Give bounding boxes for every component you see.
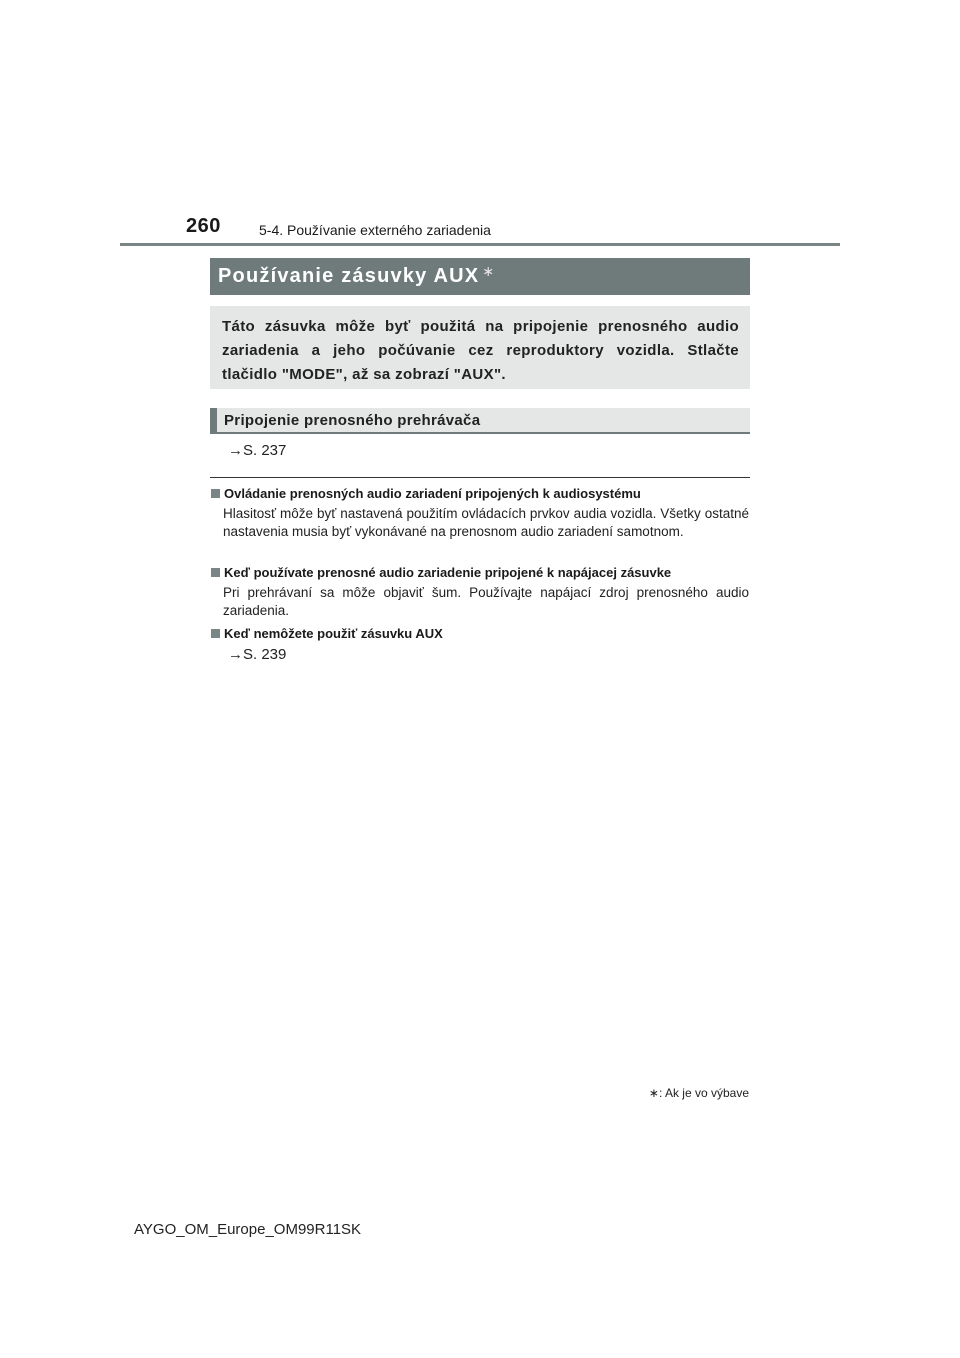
title-bar [210, 258, 750, 295]
square-bullet-icon [211, 629, 220, 638]
footnote: ∗: Ak je vo výbave [648, 1086, 749, 1100]
header-rule [120, 243, 840, 246]
note-heading-text: Keď nemôžete použiť zásuvku AUX [224, 626, 443, 641]
intro-text: Táto zásuvka môže byť použitá na pripojenie prenosného audio zariadenia a jeho počúvanie cez reproduktory vozidla. Stlačte tlačidlo "MODE", až sa zobrazí "AUX". [222, 318, 739, 383]
subheading-text: Pripojenie prenosného prehrávača [224, 411, 481, 429]
section-label: 5-4. Používanie externého zariadenia [259, 222, 491, 238]
note-body: Pri prehrávaní sa môže objaviť šum. Používajte napájací zdroj prenosného audio zariadenia. [223, 585, 749, 618]
intro-box [210, 306, 750, 389]
page-title: Používanie zásuvky AUX [218, 265, 480, 287]
note-heading-text: Ovládanie prenosných audio zariadení pripojených k audiosystému [224, 486, 641, 501]
page-number: 260 [186, 215, 221, 237]
subheading [210, 408, 750, 434]
note-body: Hlasitosť môže byť nastavená použitím ovládacích prvkov audia vozidla. Všetky ostatné nastavenia musia byť vykonávané na prenosnom audio zariadení samotnom. [223, 506, 749, 539]
square-bullet-icon [211, 489, 220, 498]
page-reference-link[interactable]: →S. 239 [228, 646, 287, 663]
document-code: AYGO_OM_Europe_OM99R11SK [134, 1221, 362, 1238]
divider [210, 477, 750, 478]
note-heading [211, 565, 671, 580]
asterisk-mark: ∗ [482, 263, 495, 279]
square-bullet-icon [211, 568, 220, 577]
note-heading [211, 626, 443, 641]
note-heading-text: Keď používate prenosné audio zariadenie pripojené k napájacej zásuvke [224, 565, 672, 580]
note-heading [211, 486, 641, 501]
page-reference-link[interactable]: →S. 237 [228, 442, 287, 459]
